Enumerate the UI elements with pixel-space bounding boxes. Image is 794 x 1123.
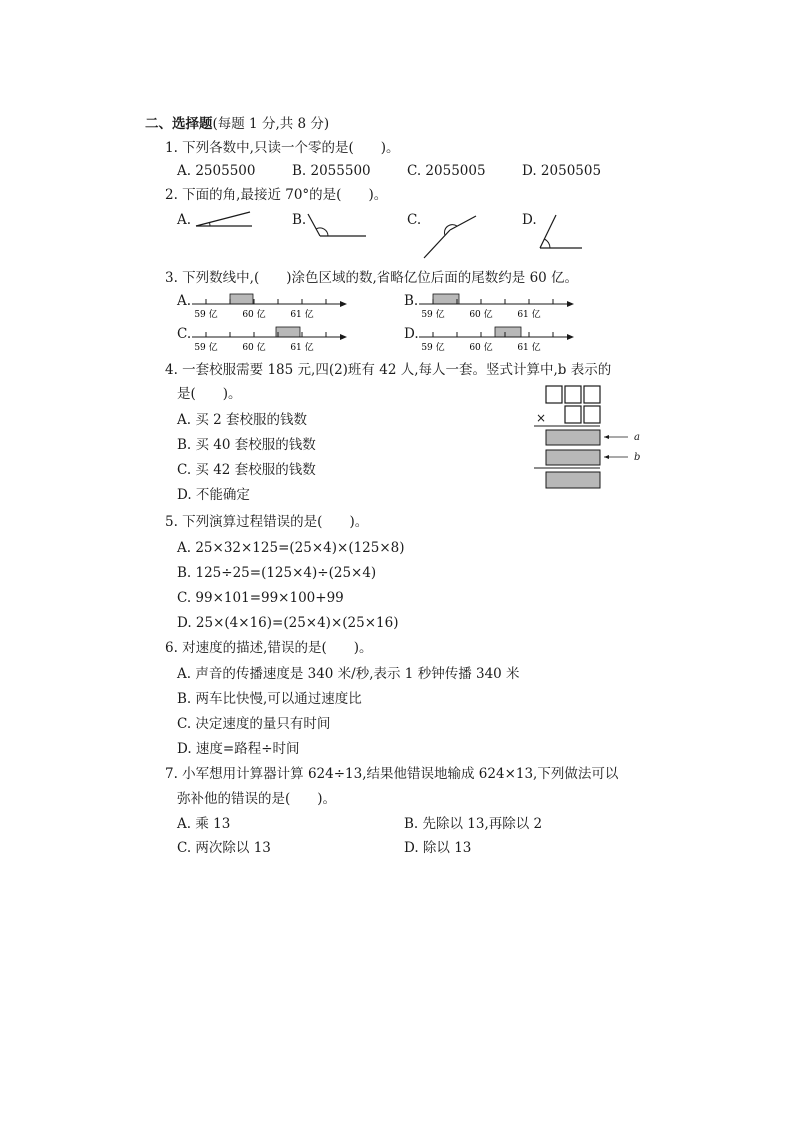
q5-option-b[interactable]: B. 125÷25=(125×4)÷(25×4) xyxy=(177,565,377,581)
tick-label: 59 亿 xyxy=(421,343,445,353)
arrow-label-b: b xyxy=(634,452,641,463)
q4-option-d[interactable]: D. 不能确定 xyxy=(177,487,250,503)
q5-option-d[interactable]: D. 25×(4×16)=(25×4)×(25×16) xyxy=(177,615,399,631)
q2-option-b[interactable]: B. xyxy=(292,212,307,228)
q2-option-a[interactable]: A. xyxy=(177,212,192,228)
tick-label: 60 亿 xyxy=(242,343,266,353)
tick-label: 61 亿 xyxy=(290,343,314,353)
tick-label: 60 亿 xyxy=(469,310,493,320)
q3-c-shaded-region xyxy=(276,327,300,337)
q2-option-d[interactable]: D. xyxy=(522,212,537,228)
section-note: (每题 1 分,共 8 分) xyxy=(212,116,330,132)
q7-option-d[interactable]: D. 除以 13 xyxy=(404,840,472,856)
q2-angle-d-figure xyxy=(536,212,586,254)
section-title-text: 二、选择题 xyxy=(145,116,213,132)
q6-stem: 6. 对速度的描述,错误的是( )。 xyxy=(165,640,373,656)
q4-option-c[interactable]: C. 买 42 套校服的钱数 xyxy=(177,462,316,478)
q2-angle-a-figure xyxy=(194,206,258,232)
q1-option-b[interactable]: B. 2055500 xyxy=(292,163,371,179)
q7-option-a[interactable]: A. 乘 13 xyxy=(177,816,231,832)
tick-label: 59 亿 xyxy=(194,343,218,353)
q7-option-c[interactable]: C. 两次除以 13 xyxy=(177,840,271,856)
q5-stem: 5. 下列演算过程错误的是( )。 xyxy=(165,514,369,530)
q3-option-c[interactable]: C. xyxy=(177,326,192,342)
final-product xyxy=(546,472,600,488)
q7-stem-line2: 弥补他的错误的是( )。 xyxy=(177,791,337,807)
q6-option-c[interactable]: C. 决定速度的量只有时间 xyxy=(177,716,331,732)
tick-label: 60 亿 xyxy=(469,343,493,353)
partial-product-a xyxy=(546,430,600,445)
q1-option-d[interactable]: D. 2050505 xyxy=(522,163,602,179)
tick-label: 61 亿 xyxy=(517,310,541,320)
times-sign: × xyxy=(536,411,547,425)
section-title xyxy=(145,116,329,132)
q1-option-a[interactable]: A. 2505500 xyxy=(177,163,256,179)
q6-option-b[interactable]: B. 两车比快慢,可以通过速度比 xyxy=(177,691,362,707)
q4-option-a[interactable]: A. 买 2 套校服的钱数 xyxy=(177,412,308,428)
q3-numberline-a xyxy=(190,291,350,321)
q3-numberline-d xyxy=(417,324,577,354)
q6-option-d[interactable]: D. 速度=路程÷时间 xyxy=(177,741,300,757)
q3-b-shaded-region xyxy=(433,294,459,304)
tick-label: 59 亿 xyxy=(194,310,218,320)
q3-numberline-b xyxy=(417,291,577,321)
q2-option-c[interactable]: C. xyxy=(407,212,422,228)
q1-option-c[interactable]: C. 2055005 xyxy=(407,163,486,179)
q3-stem: 3. 下列数线中,( )涂色区域的数,省略亿位后面的尾数约是 60 亿。 xyxy=(165,270,579,286)
q3-option-d[interactable]: D. xyxy=(404,326,419,342)
q3-a-shaded-region xyxy=(230,294,253,304)
tick-label: 61 亿 xyxy=(517,343,541,353)
q2-angle-c-figure xyxy=(420,212,480,262)
q3-d-shaded-region xyxy=(495,327,521,337)
tick-label: 59 亿 xyxy=(421,310,445,320)
q7-stem-line1: 7. 小军想用计算器计算 624÷13,结果他错误地输成 624×13,下列做法可以 xyxy=(165,766,619,782)
q4-option-b[interactable]: B. 买 40 套校服的钱数 xyxy=(177,437,316,453)
q3-option-a[interactable]: A. xyxy=(177,293,192,309)
q2-stem: 2. 下面的角,最接近 70°的是( )。 xyxy=(165,187,388,203)
q4-vertical-multiplication xyxy=(532,384,652,494)
q5-option-c[interactable]: C. 99×101=99×100+99 xyxy=(177,590,344,606)
tick-label: 60 亿 xyxy=(242,310,266,320)
q5-option-a[interactable]: A. 25×32×125=(25×4)×(125×8) xyxy=(177,540,405,556)
q3-option-b[interactable]: B. xyxy=(404,293,419,309)
q2-angle-b-figure xyxy=(304,208,370,242)
q4-stem-line1: 4. 一套校服需要 185 元,四(2)班有 42 人,每人一套。竖式计算中,b 表示的 xyxy=(165,362,612,378)
q7-option-b[interactable]: B. 先除以 13,再除以 2 xyxy=(404,816,543,832)
tick-label: 61 亿 xyxy=(290,310,314,320)
q3-numberline-c xyxy=(190,324,350,354)
arrow-label-a: a xyxy=(634,432,640,443)
q4-stem-line2: 是( )。 xyxy=(177,386,242,402)
q6-option-a[interactable]: A. 声音的传播速度是 340 米/秒,表示 1 秒钟传播 340 米 xyxy=(177,666,520,682)
partial-product-b xyxy=(546,450,600,465)
q1-stem: 1. 下列各数中,只读一个零的是( )。 xyxy=(165,140,400,156)
